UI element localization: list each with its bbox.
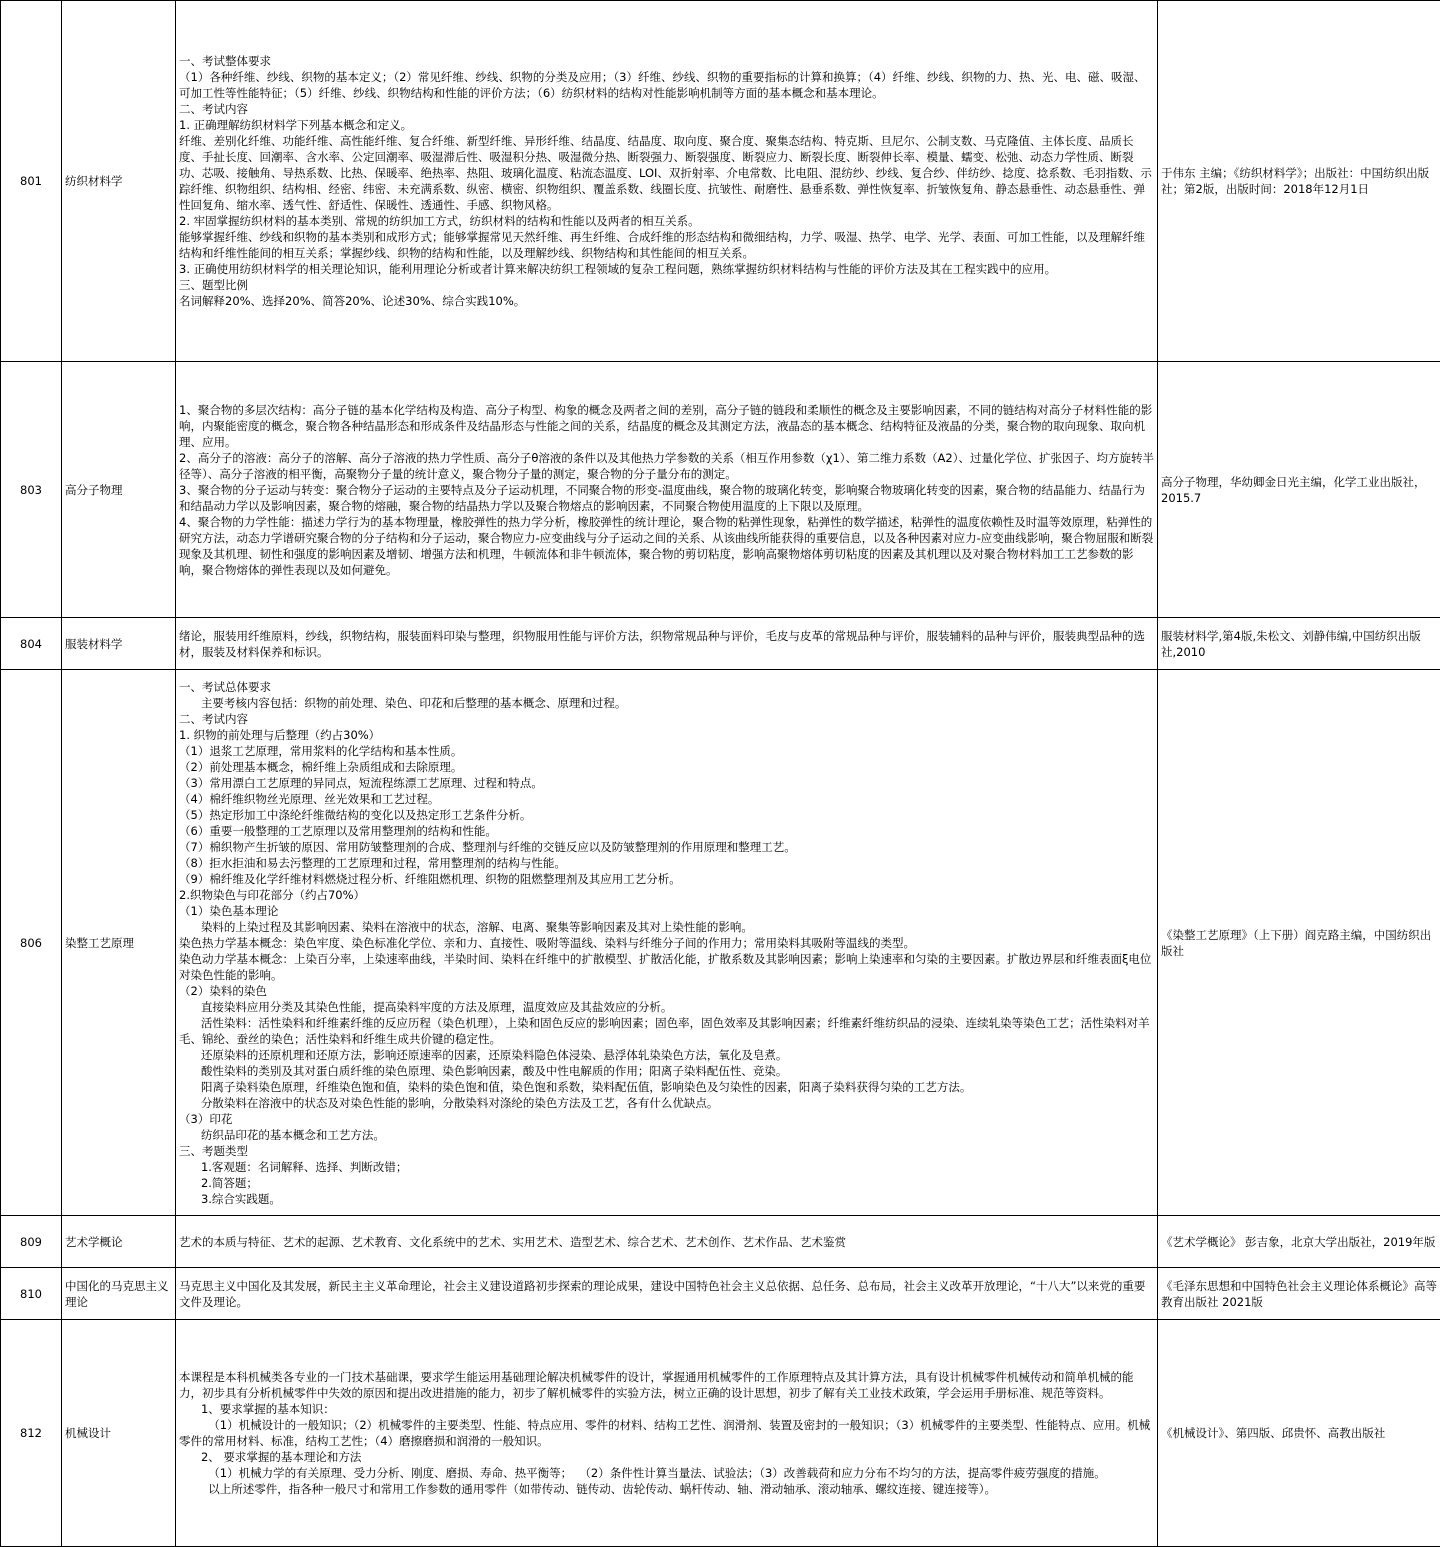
reference-book: 服装材料学,第4版,朱松文、刘静伟编,中国纺织出版社,2010 (1158, 618, 1440, 670)
syllabus-content (176, 618, 1158, 670)
reference-book: 高分子物理，华幼卿金日光主编，化学工业出版社，2015.7 (1158, 362, 1440, 618)
syllabus-content (176, 1216, 1158, 1268)
syllabus-line: 酸性染料的类别及其对蛋白质纤维的染色原理、染色影响因素，酸及中性电解质的作用；阳离子染料配伍性、竞染。 (179, 1063, 1154, 1079)
course-code: 803 (1, 362, 62, 618)
course-code: 804 (1, 618, 62, 670)
syllabus-line: 还原染料的还原机理和还原方法，影响还原速率的因素，还原染料隐色体浸染、悬浮体轧染染色方法，氧化及皂煮。 (179, 1047, 1154, 1063)
syllabus-line: （2）染料的染色 (179, 983, 1154, 999)
table-row (1, 1320, 1440, 1547)
syllabus-line: 3.综合实践题。 (179, 1191, 1154, 1207)
syllabus-line: 2、 要求掌握的基本理论和方法 (179, 1449, 1154, 1465)
syllabus-line: （3）常用漂白工艺原理的异同点，短流程练漂工艺原理、过程和特点。 (179, 775, 1154, 791)
course-name: 中国化的马克思主义理论 (62, 1268, 176, 1320)
syllabus-line: 3、聚合物的分子运动与转变：聚合物分子运动的主要特点及分子运动机理，不同聚合物的形变-温度曲线，聚合物的玻璃化转变，影响聚合物玻璃化转变的因素，聚合物的结晶能力、结晶行为和结晶动力学以及影响因素，聚合物的熔融，聚合物的结晶热力学以及聚合物熔点的影响因素，不同聚合物使用温度的上下限以及原理。 (179, 482, 1154, 514)
syllabus-line: （6）重要一般整理的工艺原理以及常用整理剂的结构和性能。 (179, 823, 1154, 839)
syllabus-line: （9）棉纤维及化学纤维材料燃烧过程分析、纤维阻燃机理、织物的阻燃整理剂及其应用工艺分析。 (179, 871, 1154, 887)
syllabus-line: （1）各种纤维、纱线、织物的基本定义；（2）常见纤维、纱线、织物的分类及应用；（3）纤维、纱线、织物的重要指标的计算和换算；（4）纤维、纱线、织物的力、热、光、电、磁、吸湿、可加工性等性能特征；（5）纤维、纱线、织物结构和性能的评价方法；（6）纺织材料的结构对性能影响机制等方面的基本概念和基本理论。 (179, 69, 1154, 101)
course-code: 801 (1, 1, 62, 362)
syllabus-line: 1. 织物的前处理与后整理（约占30%） (179, 727, 1154, 743)
table-row (1, 1268, 1440, 1320)
syllabus-line: 名词解释20%、选择20%、简答20%、论述30%、综合实践10%。 (179, 293, 1154, 309)
syllabus-line: （1）机械设计的一般知识；（2）机械零件的主要类型、性能、特点应用、零件的材料、结构工艺性、润滑剂、装置及密封的一般知识；（3）机械零件的主要类型、性能特点、应用。机械零件的常用材料、标准，结构工艺性；（4）磨擦磨损和润滑的一般知识。 (179, 1417, 1154, 1449)
syllabus-line: 阳离子染料染色原理，纤维染色饱和值，染料的染色饱和值，染色饱和系数，染料配伍值，影响染色及匀染性的因素，阳离子染料获得匀染的工艺方法。 (179, 1079, 1154, 1095)
course-code: 810 (1, 1268, 62, 1320)
course-name: 服装材料学 (62, 618, 176, 670)
reference-book: 《机械设计》、第四版、邱贵怀、高教出版社 (1158, 1320, 1440, 1547)
syllabus-line: 纺织品印花的基本概念和工艺方法。 (179, 1127, 1154, 1143)
reference-book: 《染整工艺原理》（上下册）阎克路主编，中国纺织出版社 (1158, 670, 1440, 1216)
table-row (1, 618, 1440, 670)
syllabus-line: 分散染料在溶液中的状态及对染色性能的影响，分散染料对涤纶的染色方法及工艺，各有什么优缺点。 (179, 1095, 1154, 1111)
syllabus-line: （1）机械力学的有关原理、受力分析、刚度、磨损、寿命、热平衡等； （2）条件性计算当量法、试验法；（3）改善载荷和应力分布不均匀的方法，提高零件疲劳强度的措施。 (179, 1465, 1154, 1481)
syllabus-line: 活性染料：活性染料和纤维素纤维的反应历程（染色机理），上染和固色反应的影响因素；固色率，固色效率及其影响因素；纤维素纤维纺织品的浸染、连续轧染等染色工艺；活性染料对羊毛、锦纶、蚕丝的染色；活性染料和纤维生成共价键的稳定性。 (179, 1015, 1154, 1047)
table-row (1, 670, 1440, 1216)
syllabus-line: 本课程是本科机械类各专业的一门技术基础课，要求学生能运用基础理论解决机械零件的设计，掌握通用机械零件的工作原理特点及其计算方法，具有设计机械零件机械传动和简单机械的能力，初步具有分析机械零件中失效的原因和提出改进措施的能力，初步了解机械零件的实验方法，树立正确的设计思想，初步了解有关工业技术政策，学会运用手册标准、规范等资料。 (179, 1369, 1154, 1401)
syllabus-line: （7）棉织物产生折皱的原因、常用防皱整理剂的合成、整理剂与纤维的交链反应以及防皱整理剂的作用原理和整理工艺。 (179, 839, 1154, 855)
syllabus-line: 2、高分子的溶液：高分子的溶解、高分子溶液的热力学性质、高分子θ溶液的条件以及其他热力学参数的关系（相互作用参数（χ1）、第二维力系数（A2）、过量化学位、扩张因子、均方旋转半径等）、高分子溶液的相平衡，高聚物分子量的统计意义，聚合物分子量的测定，聚合物的分子量分布的测定。 (179, 450, 1154, 482)
table-row (1, 1, 1440, 362)
table-body (1, 1, 1440, 1547)
syllabus-line: （1）染色基本理论 (179, 903, 1154, 919)
syllabus-line: （1）退浆工艺原理，常用浆料的化学结构和基本性质。 (179, 743, 1154, 759)
syllabus-line: 3. 正确使用纺织材料学的相关理论知识，能利用理论分析或者计算来解决纺织工程领域的复杂工程问题，熟练掌握纺织材料结构与性能的评价方法及其在工程实践中的应用。 (179, 261, 1154, 277)
syllabus-line: 4、聚合物的力学性能：描述力学行为的基本物理量，橡胶弹性的热力学分析，橡胶弹性的统计理论，聚合物的粘弹性现象，粘弹性的数学描述，粘弹性的温度依赖性及时温等效原理，粘弹性的研究方法，动态力学谱研究聚合物的分子结构和分子运动，聚合物应力-应变曲线与分子运动之间的关系、从该曲线所能获得的重要信息，以及各种因素对应力-应变曲线影响，聚合物屈服和断裂现象及其机理、韧性和强度的影响因素及增韧、增强方法和机理，牛顿流体和非牛顿流体，聚合物的剪切粘度，影响高聚物熔体剪切粘度的因素及其机理以及对聚合物材料加工工艺参数的影响，聚合物熔体的弹性表现以及如何避免。 (179, 514, 1154, 578)
syllabus-line: （8）拒水拒油和易去污整理的工艺原理和过程，常用整理剂的结构与性能。 (179, 855, 1154, 871)
syllabus-line: 2.简答题； (179, 1175, 1154, 1191)
table-row (1, 362, 1440, 618)
syllabus-line: 二、考试内容 (179, 101, 1154, 117)
syllabus-line: 2. 牢固掌握纺织材料的基本类别、常规的纺织加工方式，纺织材料的结构和性能以及两者的相互关系。 (179, 213, 1154, 229)
syllabus-line: （4）棉纤维织物丝光原理、丝光效果和工艺过程。 (179, 791, 1154, 807)
syllabus-content (176, 1320, 1158, 1547)
course-name: 机械设计 (62, 1320, 176, 1547)
syllabus-content (176, 1, 1158, 362)
syllabus-line: 1、要求掌握的基本知识： (179, 1401, 1154, 1417)
course-code: 806 (1, 670, 62, 1216)
syllabus-line: 一、考试整体要求 (179, 53, 1154, 69)
syllabus-line: （5）热定形加工中涤纶纤维微结构的变化以及热定形工艺条件分析。 (179, 807, 1154, 823)
syllabus-line: 马克思主义中国化及其发展，新民主主义革命理论，社会主义建设道路初步探索的理论成果，建设中国特色社会主义总依据、总任务、总布局，社会主义改革开放理论，“十八大”以来党的重要文件及理论。 (179, 1278, 1154, 1310)
syllabus-line: 染色动力学基本概念：上染百分率，上染速率曲线，半染时间、染料在纤维中的扩散模型、扩散活化能，扩散系数及其影响因素；影响上染速率和匀染的主要因素。扩散边界层和纤维表面ξ电位对染色性能的影响。 (179, 951, 1154, 983)
course-name: 高分子物理 (62, 362, 176, 618)
course-code: 809 (1, 1216, 62, 1268)
syllabus-line: 绪论，服装用纤维原料，纱线，织物结构，服装面料印染与整理，织物服用性能与评价方法，织物常规品种与评价，毛皮与皮革的常规品种与评价，服装辅料的品种与评价，服装典型品种的选材，服装及材料保养和标识。 (179, 628, 1154, 660)
syllabus-line: 艺术的本质与特征、艺术的起源、艺术教育、文化系统中的艺术、实用艺术、造型艺术、综合艺术、艺术创作、艺术作品、艺术鉴赏 (179, 1234, 1154, 1250)
syllabus-line: 能够掌握纤维、纱线和织物的基本类别和成形方式；能够掌握常见天然纤维、再生纤维、合成纤维的形态结构和微细结构，力学、吸湿、热学、电学、光学、表面、可加工性能，以及理解纤维结构和纤维性能间的相互关系；掌握纱线、织物的结构和性能，以及理解纱线、织物结构和其性能间的相互关系。 (179, 229, 1154, 261)
syllabus-line: 2.织物染色与印花部分（约占70%） (179, 887, 1154, 903)
syllabus-line: （2）前处理基本概念，棉纤维上杂质组成和去除原理。 (179, 759, 1154, 775)
syllabus-line: 纤维、差别化纤维、功能纤维、高性能纤维、复合纤维、新型纤维、异形纤维、结晶度、结晶度、取向度、聚合度、聚集态结构、特克斯、旦尼尔、公制支数、马克隆值、主体长度、品质长度、手扯长度、回潮率、含水率、公定回潮率、吸湿滞后性、吸湿积分热、吸湿微分热、断裂强力、断裂强度、断裂应力、断裂长度、断裂伸长率、模量、蠕变、松弛、动态力学性质、断裂功、芯吸、接触角、导热系数、比热、保暖率、绝热率、热阻、玻璃化温度、粘流态温度、LOI、双折射率、介电常数、比电阻、混纺纱、纱线、复合纱、伴纺纱、捻度、捻系数、毛羽指数、示踪纤维、织物组织、结构相、经密、纬密、未充满系数、纵密、横密、织物组织、覆盖系数、线圈长度、抗皱性、耐磨性、悬垂系数、弹性恢复率、折皱恢复角、静态悬垂性、动态悬垂性、弹性回复角、缩水率、透气性、舒适性、保暖性、透通性、手感、织物风格。 (179, 133, 1154, 213)
syllabus-line: 直接染料应用分类及其染色性能，提高染料牢度的方法及原理，温度效应及其盐效应的分析。 (179, 999, 1154, 1015)
syllabus-line: 三、考题类型 (179, 1143, 1154, 1159)
syllabus-line: 三、题型比例 (179, 277, 1154, 293)
syllabus-line: 一、考试总体要求 (179, 679, 1154, 695)
reference-book: 《毛泽东思想和中国特色社会主义理论体系概论》高等教育出版社 2021版 (1158, 1268, 1440, 1320)
syllabus-line: 二、考试内容 (179, 711, 1154, 727)
reference-book: 于伟东 主编；《纺织材料学》；出版社：中国纺织出版社；第2版，出版时间：2018年12月1日 (1158, 1, 1440, 362)
table-row (1, 1216, 1440, 1268)
syllabus-line: 主要考核内容包括：织物的前处理、染色、印花和后整理的基本概念、原理和过程。 (179, 695, 1154, 711)
syllabus-line: 以上所述零件，指各种一般尺寸和常用工作参数的通用零件（如带传动、链传动、齿轮传动、蜗杆传动、轴、滑动轴承、滚动轴承、螺纹连接、键连接等）。 (179, 1481, 1154, 1497)
course-name: 艺术学概论 (62, 1216, 176, 1268)
syllabus-line: 染色热力学基本概念：染色牢度、染色标准化学位、亲和力、直接性、吸附等温线、染料与纤维分子间的作用力；常用染料其吸附等温线的类型。 (179, 935, 1154, 951)
syllabus-line: 1. 正确理解纺织材料学下列基本概念和定义。 (179, 117, 1154, 133)
course-name: 纺织材料学 (62, 1, 176, 362)
syllabus-line: 染料的上染过程及其影响因素、染料在溶液中的状态，溶解、电离、聚集等影响因素及其对上染性能的影响。 (179, 919, 1154, 935)
syllabus-content (176, 670, 1158, 1216)
reference-book: 《艺术学概论》 彭吉象，北京大学出版社，2019年版 (1158, 1216, 1440, 1268)
syllabus-content (176, 362, 1158, 618)
course-code: 812 (1, 1320, 62, 1547)
syllabus-line: 1.客观题：名词解释、选择、判断改错； (179, 1159, 1154, 1175)
course-name: 染整工艺原理 (62, 670, 176, 1216)
syllabus-line: （3）印花 (179, 1111, 1154, 1127)
syllabus-line: 1、聚合物的多层次结构：高分子链的基本化学结构及构造、高分子构型、构象的概念及两者之间的差别，高分子链的链段和柔顺性的概念及主要影响因素，不同的链结构对高分子材料性能的影响，内聚能密度的概念，聚合物各种结晶形态和形成条件及结晶形态与性能之间的关系，结晶度的概念及其测定方法，液晶态的基本概念、结构特征及液晶的分类，聚合物的取向现象、取向机理、应用。 (179, 402, 1154, 450)
syllabus-content (176, 1268, 1158, 1320)
